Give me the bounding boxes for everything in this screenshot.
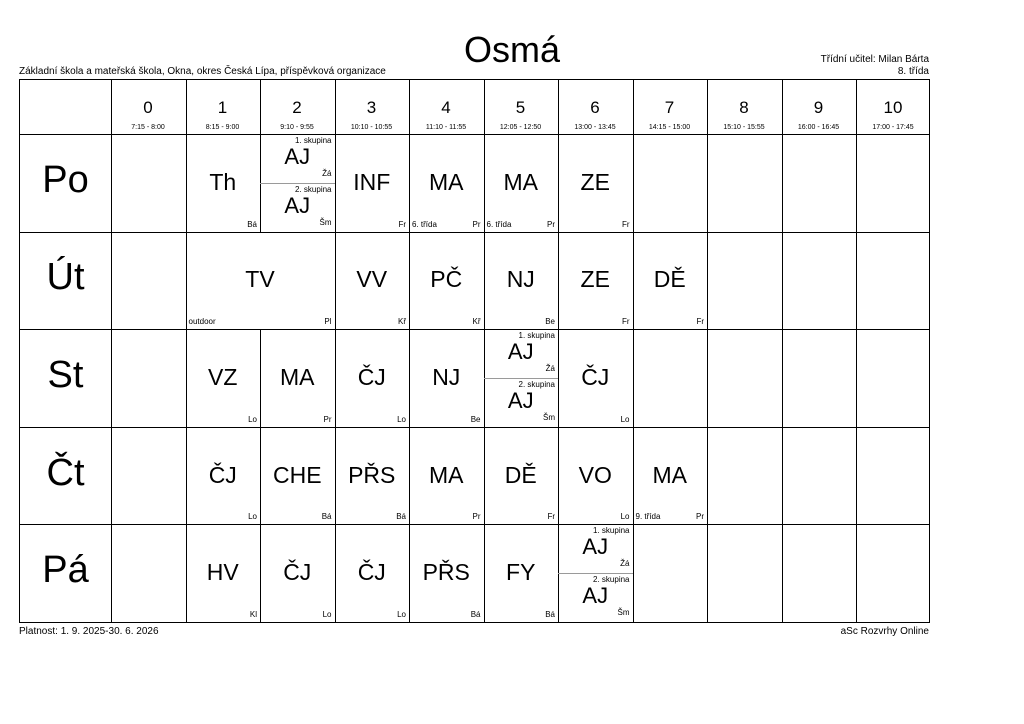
lesson-subject: DĚ bbox=[504, 461, 537, 488]
period-time: 12:05 - 12:50 bbox=[499, 124, 542, 131]
lesson-cell bbox=[186, 232, 335, 330]
lesson-teacher: Lo bbox=[248, 414, 257, 424]
column-divider bbox=[335, 80, 336, 134]
group-separator bbox=[484, 378, 559, 379]
lesson-teacher: Bá bbox=[470, 609, 481, 619]
lesson-teacher: Fr bbox=[398, 219, 406, 229]
group-teacher: Šm bbox=[543, 412, 555, 422]
lesson-teacher: Bá bbox=[321, 512, 332, 522]
lesson-subject: ČJ bbox=[581, 363, 610, 390]
group-label: 2. skupina bbox=[518, 379, 555, 389]
column-divider bbox=[111, 232, 112, 330]
lesson-cell bbox=[409, 232, 484, 330]
group-separator bbox=[558, 573, 633, 574]
lesson-teacher: Lo bbox=[248, 512, 257, 522]
period-number: 1 bbox=[217, 98, 228, 117]
lesson-cell bbox=[335, 329, 410, 427]
lesson-subject: Th bbox=[209, 168, 237, 195]
day-label: Pá bbox=[42, 549, 89, 592]
lesson-cell bbox=[186, 329, 261, 427]
lesson-note: 6. třída bbox=[486, 219, 512, 229]
group-teacher: Šm bbox=[319, 217, 332, 227]
lesson-cell bbox=[260, 427, 335, 525]
group-subject: AJ bbox=[284, 144, 311, 169]
lesson-teacher: Lo bbox=[397, 609, 406, 619]
column-divider bbox=[782, 232, 783, 330]
column-divider bbox=[558, 80, 559, 134]
page-title: Osmá bbox=[463, 29, 560, 70]
lesson-teacher: Lo bbox=[620, 414, 630, 424]
lesson-cell bbox=[335, 427, 410, 525]
lesson-cell bbox=[558, 232, 633, 330]
class-name: 8. třída bbox=[897, 66, 929, 77]
lesson-cell bbox=[186, 524, 261, 622]
lesson-note: 6. třída bbox=[412, 219, 437, 229]
lesson-teacher: Pr bbox=[696, 512, 704, 522]
lesson-teacher: Lo bbox=[322, 609, 332, 619]
class-teacher: Třídní učitel: Milan Bárta bbox=[820, 54, 929, 65]
lesson-teacher: Pr bbox=[323, 414, 332, 424]
lesson-cell bbox=[633, 427, 708, 525]
column-divider bbox=[111, 80, 112, 134]
period-time: 7:15 - 8:00 bbox=[131, 124, 165, 131]
lesson-cell bbox=[484, 329, 559, 427]
lesson-subject: MA bbox=[429, 168, 464, 195]
lesson-subject: PŘS bbox=[422, 559, 470, 586]
lesson-subject: ČJ bbox=[283, 559, 312, 586]
lesson-teacher: Bá bbox=[247, 219, 257, 229]
lesson-teacher: Bá bbox=[396, 512, 406, 522]
group-subject: AJ bbox=[582, 583, 609, 609]
period-time: 11:10 - 11:55 bbox=[425, 124, 467, 131]
column-divider bbox=[782, 329, 783, 427]
column-divider bbox=[260, 80, 261, 134]
lesson-teacher: Bá bbox=[545, 609, 555, 619]
column-divider bbox=[633, 329, 634, 427]
lesson-cell bbox=[260, 524, 335, 622]
lesson-subject: FY bbox=[506, 559, 536, 586]
lesson-cell bbox=[558, 329, 633, 427]
lesson-subject: PŘS bbox=[348, 461, 396, 488]
period-time: 15:10 - 15:55 bbox=[723, 124, 765, 131]
lesson-subject: NJ bbox=[506, 266, 535, 293]
period-number: 5 bbox=[515, 98, 526, 117]
lesson-subject: ČJ bbox=[357, 559, 386, 586]
period-number: 3 bbox=[366, 98, 377, 117]
lesson-cell bbox=[409, 427, 484, 525]
lesson-teacher: Pr bbox=[547, 219, 555, 229]
group-teacher: Žá bbox=[545, 364, 555, 374]
group-subject: AJ bbox=[284, 192, 311, 218]
column-divider bbox=[782, 427, 783, 525]
school-name: Základní škola a mateřská škola, Okna, okres Česká Lípa, příspěvková organizace bbox=[19, 66, 386, 77]
class-info bbox=[821, 54, 929, 78]
lesson-cell bbox=[260, 329, 335, 427]
period-number: 9 bbox=[813, 98, 824, 117]
lesson-teacher: Lo bbox=[620, 512, 630, 522]
lesson-teacher: Kř bbox=[472, 317, 481, 327]
lesson-cell bbox=[409, 134, 484, 232]
period-number: 7 bbox=[664, 98, 675, 117]
lesson-subject: ZE bbox=[580, 168, 610, 195]
lesson-teacher: Fr bbox=[621, 219, 630, 229]
group-teacher: Žá bbox=[620, 559, 630, 569]
lesson-cell bbox=[409, 329, 484, 427]
group-label: 1. skupina bbox=[518, 331, 555, 341]
lesson-subject: MA bbox=[503, 168, 538, 195]
column-divider bbox=[782, 524, 783, 622]
column-divider bbox=[856, 134, 857, 232]
lesson-cell bbox=[409, 524, 484, 622]
lesson-subject: INF bbox=[353, 168, 391, 195]
lesson-subject: PČ bbox=[430, 266, 463, 293]
period-time: 16:00 - 16:45 bbox=[797, 124, 840, 131]
column-divider bbox=[633, 524, 634, 622]
lesson-cell bbox=[558, 134, 633, 232]
period-time: 13:00 - 13:45 bbox=[574, 124, 616, 131]
period-time: 9:10 - 9:55 bbox=[280, 124, 314, 131]
lesson-cell bbox=[335, 232, 410, 330]
group-subject: AJ bbox=[582, 534, 609, 560]
period-time: 17:00 - 17:45 bbox=[872, 124, 914, 131]
lesson-teacher: Pl bbox=[324, 317, 332, 327]
lesson-subject: ČJ bbox=[357, 363, 386, 390]
period-time: 8:15 - 9:00 bbox=[205, 124, 240, 131]
group-subject: AJ bbox=[507, 339, 534, 365]
column-divider bbox=[707, 329, 708, 427]
group-separator bbox=[260, 183, 335, 184]
timetable-grid bbox=[19, 79, 930, 623]
group-subject: AJ bbox=[507, 387, 534, 413]
lesson-cell bbox=[558, 427, 633, 525]
column-divider bbox=[782, 134, 783, 232]
lesson-cell bbox=[484, 134, 559, 232]
lesson-cell bbox=[633, 232, 708, 330]
column-divider bbox=[633, 80, 634, 134]
column-divider bbox=[707, 427, 708, 525]
group-label: 1. skupina bbox=[593, 526, 630, 536]
column-divider bbox=[856, 427, 857, 525]
lesson-subject: HV bbox=[206, 559, 239, 586]
lesson-subject: CHE bbox=[272, 461, 322, 488]
lesson-cell bbox=[558, 524, 633, 622]
lesson-subject: ČJ bbox=[208, 461, 237, 488]
column-divider bbox=[856, 232, 857, 330]
lesson-cell bbox=[335, 524, 410, 622]
column-divider bbox=[186, 80, 187, 134]
lesson-teacher: Fr bbox=[547, 512, 555, 522]
lesson-subject: VZ bbox=[208, 363, 238, 390]
lesson-teacher: Be bbox=[545, 317, 555, 327]
lesson-note: outdoor bbox=[188, 317, 216, 327]
column-divider bbox=[856, 80, 857, 134]
column-divider bbox=[111, 134, 112, 232]
lesson-teacher: Pr bbox=[472, 219, 481, 229]
period-number: 2 bbox=[292, 98, 302, 117]
period-time: 14:15 - 15:00 bbox=[648, 124, 691, 131]
column-divider bbox=[782, 80, 783, 134]
period-number: 6 bbox=[590, 98, 600, 117]
group-teacher: Žá bbox=[322, 169, 332, 178]
day-label: St bbox=[47, 354, 84, 396]
lesson-cell bbox=[335, 134, 410, 232]
column-divider bbox=[856, 524, 857, 622]
credit-text: aSc Rozvrhy Online bbox=[840, 626, 929, 637]
lesson-subject: MA bbox=[652, 461, 687, 488]
day-label: Po bbox=[42, 158, 89, 201]
lesson-teacher: Pr bbox=[472, 512, 481, 522]
lesson-teacher: Kř bbox=[398, 317, 406, 327]
group-label: 2. skupina bbox=[295, 184, 332, 194]
lesson-subject: TV bbox=[245, 266, 275, 293]
period-number: 10 bbox=[883, 98, 903, 117]
lesson-teacher: Kl bbox=[249, 609, 257, 619]
period-time: 10:10 - 10:55 bbox=[350, 124, 393, 131]
lesson-cell bbox=[186, 134, 261, 232]
period-number: 0 bbox=[143, 98, 153, 117]
lesson-teacher: Lo bbox=[397, 414, 406, 424]
lesson-teacher: Fr bbox=[621, 317, 630, 327]
column-divider bbox=[484, 80, 485, 134]
period-number: 8 bbox=[739, 98, 749, 117]
column-divider bbox=[707, 524, 708, 622]
column-divider bbox=[633, 134, 634, 232]
lesson-subject: MA bbox=[429, 461, 464, 488]
lesson-subject: ZE bbox=[580, 266, 610, 293]
lesson-note: 9. třída bbox=[635, 512, 661, 522]
group-label: 1. skupina bbox=[295, 136, 332, 145]
column-divider bbox=[409, 80, 410, 134]
lesson-subject: DĚ bbox=[653, 266, 686, 293]
lesson-cell bbox=[484, 524, 559, 622]
lesson-subject: VV bbox=[356, 266, 388, 293]
validity-text: Platnost: 1. 9. 2025-30. 6. 2026 bbox=[19, 626, 159, 637]
group-teacher: Šm bbox=[617, 608, 630, 618]
lesson-subject: NJ bbox=[432, 363, 461, 390]
lesson-cell bbox=[186, 427, 261, 525]
lesson-teacher: Be bbox=[470, 414, 481, 424]
column-divider bbox=[111, 524, 112, 622]
period-number: 4 bbox=[441, 98, 451, 117]
column-divider bbox=[707, 80, 708, 134]
lesson-subject: VO bbox=[578, 461, 612, 488]
day-label: Čt bbox=[46, 451, 85, 494]
column-divider bbox=[856, 329, 857, 427]
column-divider bbox=[707, 232, 708, 330]
lesson-subject: MA bbox=[280, 363, 315, 390]
lesson-cell bbox=[484, 427, 559, 525]
column-divider bbox=[111, 427, 112, 525]
column-divider bbox=[111, 329, 112, 427]
lesson-teacher: Fr bbox=[696, 317, 704, 327]
lesson-cell bbox=[260, 134, 335, 232]
group-label: 2. skupina bbox=[593, 575, 630, 585]
column-divider bbox=[707, 134, 708, 232]
lesson-cell bbox=[484, 232, 559, 330]
day-label: Út bbox=[46, 256, 85, 299]
